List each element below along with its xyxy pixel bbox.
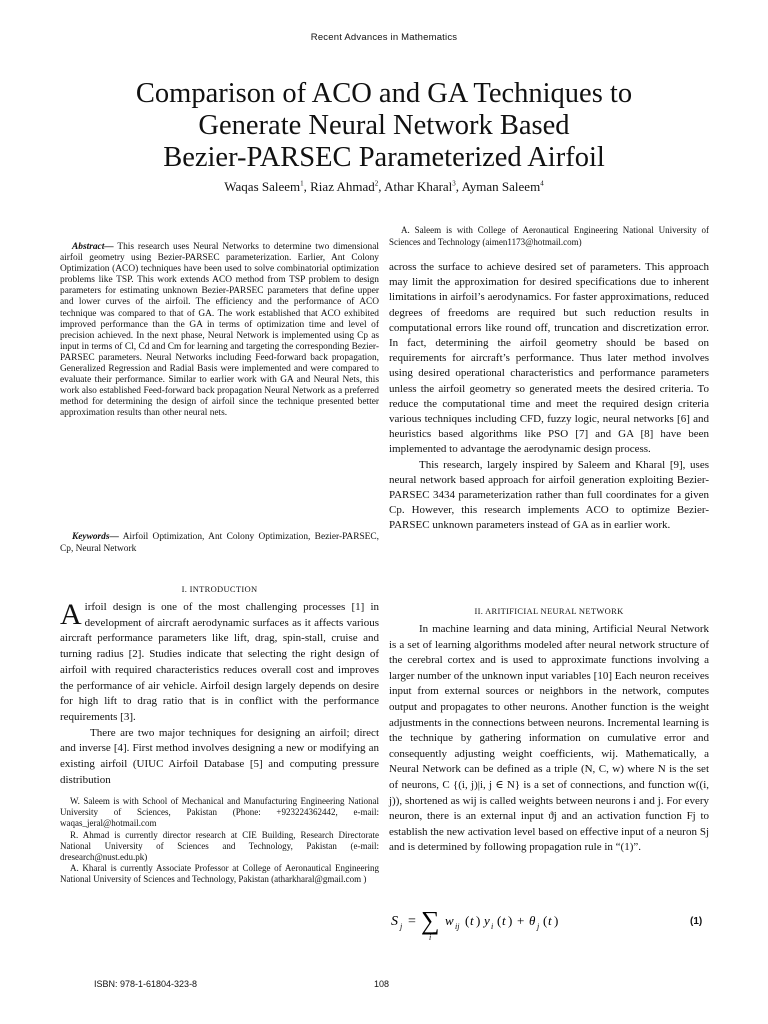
neural-network-body	[389, 622, 709, 856]
footnote: R. Ahmad is currently director research at CIE Building, Research Directorate National University of Sciences and Technology, Pakistan (e-mail: dresearch@nust.edu.pk)	[60, 829, 379, 863]
svg-text:t: t	[548, 913, 552, 928]
affiliation-mark: 4	[540, 179, 544, 188]
intro-paragraph-2: There are two major techniques for designing an airfoil; direct and inverse [4]. First method involves designing a new or modifying an existing airfoil (UIUC Airfoil Database [5] and computing pressure distribution	[60, 726, 379, 786]
svg-text:(: (	[497, 913, 502, 928]
svg-text:t: t	[470, 913, 474, 928]
section-heading-neural-network: II. ARITIFICIAL NEURAL NETWORK	[474, 606, 624, 616]
abstract-text: This research uses Neural Networks to determine two dimensional airfoil geometry using Bezier-PARSEC parameterization. Earlier, Ant Colony Optimization (ACO) techniques have been used to solve combinatorial optimization problems like TSP. This work extends ACO method from TSP problem to design parameters for estimating unknown Bezier-PARSEC parameters that define upper and lower curves of the airfoil. The efficiency and the performance of ACO technique was compared to that of GA. The work established that ACO exhibited improved performance than the GA in terms of optimization time and level of precision achieved. In the next phase, Neural Network is implemented using Cp as input in terms of Cl, Cd and Cm for learning and targeting the corresponding Bezier-PARSEC parameters. Neural Networks including Feed-forward back propagation, Generalized Regression and Radial Basis were implemented and were compared to evaluate their performance. Similar to earlier work with GA and Neural Nets, this work also established Feed-forward back propagation Neural Network as a preferred method for determining the design of airfoil since the technique presented better approximation results than other neural nets.	[60, 242, 379, 419]
paragraph: In machine learning and data mining, Artificial Neural Network is a set of learning algorithms modeled after neural network structure of the cerebral cortex and is used to approximate functions involving a larger number of the unknown input variables [10] Each neuron receives input from external sources or neighbors in the network, computes output and propagates to other neurons. Another function is the weight adjustments in the connections between neurons. Incremental learning is the technique by gathering information on cumulative error and consequently adjusting weight coefficients, wij. Mathematically, a Neural Network can be defined as a triple (N, C, w) where N is the set of neurons, C {(i, j)|i, j ∈ N} is a set of connections, and function w((i, j)), shortened as wij is called weights between neurons i and j. For every neuron, there is an external input ϑj and an activation function Fj to establish the new activation level based on effective input of a neuron Sj and is determined by following propagation rule in “(1)”.	[389, 623, 709, 854]
title-line-1: Comparison of ACO and GA Techniques to	[135, 78, 633, 109]
abstract-label: Abstract—	[72, 242, 114, 252]
drop-cap: A	[60, 598, 82, 631]
paragraph: across the surface to achieve desired set of parameters. This approach may limit the approximation for desired specifications due to inherent limitations in airfoil’s aerodynamics. For faster approximations, reduced degrees of freedoms are required but such reduction results in computational errors like round off, truncation and discretization error. In fact, determining the airfoil geometry should be based on requirements for aircraft’s performance. Thus later method involves using desired operational characteristics and performance parameters unless the airfoil geometry so generated meets the desired criteria. To reduce the computational time and meet the required design criteria various techniques including CFD, fuzzy logic, neural networks [6] and heuristics based algorithms like PSO [7] and GA [8] have been implemented to advantage the aerodynamic design process.	[389, 261, 709, 456]
equation-1	[389, 903, 709, 943]
keywords-label: Keywords—	[72, 532, 119, 542]
author-footnote-right	[389, 225, 709, 248]
author-name: Athar Kharal	[384, 179, 453, 194]
author-name: Ayman Saleem	[461, 179, 541, 194]
author-footnotes	[60, 796, 379, 886]
abstract	[60, 242, 379, 420]
paper-title	[60, 78, 708, 174]
footer-isbn: ISBN: 978-1-61804-323-8	[94, 979, 198, 989]
intro-paragraph-1: irfoil design is one of the most challenging processes [1] in development of aircraft aerodynamic surfaces as it affects various aircraft performance parameters like lift, drag, spin-stall, cruise and turning radius [2]. Studies indicate that selecting the right design of airfoil with required characteristics reduces overall cost and improves the performance of air vehicle. Airfoil design largely depends on desire for high lift to drag ratio that is in conflict with the performance requirements [3].	[60, 601, 379, 723]
svg-text:): )	[508, 913, 513, 928]
svg-text:w: w	[445, 913, 454, 928]
affiliation-mark: 1	[300, 179, 304, 188]
keywords-text: Airfoil Optimization, Ant Colony Optimization, Bezier-PARSEC, Cp, Neural Network	[60, 532, 379, 554]
svg-text:i: i	[491, 922, 494, 931]
footnote: A. Saleem is with College of Aeronautical Engineering National University of Sciences and Technology (aimen1173@hotmail.com)	[389, 225, 709, 247]
equation-number: (1)	[690, 916, 703, 927]
svg-text:(: (	[465, 913, 470, 928]
propagation-rule-formula	[389, 903, 589, 943]
footnote: W. Saleem is with School of Mechanical and Manufacturing Engineering National University of Sciences, Pakistan (Phone: +923224362442, e-mail: waqas_jeral@hotmail.com	[60, 796, 379, 829]
svg-text:j: j	[537, 922, 540, 931]
svg-text:∑: ∑	[421, 906, 440, 935]
section-heading-introduction: I. INTRODUCTION	[181, 584, 258, 594]
running-header: Recent Advances in Mathematics	[310, 32, 458, 43]
svg-text:y: y	[484, 913, 490, 928]
svg-text:(: (	[543, 913, 548, 928]
title-line-3: Bezier-PARSEC Parameterized Airfoil	[163, 142, 605, 173]
introduction-body	[60, 600, 379, 788]
right-column-body	[389, 260, 709, 534]
footnote: A. Kharal is currently Associate Professor at College of Aeronautical Engineering National University of Sciences and Technology, Pakistan (atharkharal@gmail.com )	[60, 863, 379, 885]
svg-text:j: j	[400, 922, 403, 931]
affiliation-mark: 3	[452, 179, 456, 188]
title-line-2: Generate Neural Network Based	[198, 110, 570, 141]
svg-text:=: =	[408, 914, 416, 929]
svg-text:θ: θ	[529, 913, 536, 928]
affiliation-mark: 2	[374, 179, 379, 188]
author-name: Waqas Saleem	[224, 179, 301, 194]
author-list: Waqas Saleem$^1$, Riaz Ahmad$^2$, Athar Kharal$^3$, Ayman Saleem$^4$	[224, 179, 544, 194]
svg-text:): )	[476, 913, 481, 928]
svg-text:+: +	[517, 913, 525, 928]
paragraph: This research, largely inspired by Saleem and Kharal [9], uses neural network based approach for airfoil generation exploiting Bezier-PARSEC 3434 parameterization rather than full coordinates for a given Cp. However, this research implements ACO to optimize Bezier-PARSEC unknown parameters instead of GA as in earlier work.	[389, 458, 709, 532]
author-name: Riaz Ahmad	[310, 179, 375, 194]
svg-text:i: i	[429, 933, 432, 942]
svg-text:): )	[554, 913, 559, 928]
svg-text:S: S	[391, 914, 398, 929]
keywords	[60, 531, 379, 555]
svg-text:ij: ij	[455, 922, 460, 931]
page-number: 108	[374, 979, 390, 989]
svg-text:t: t	[502, 913, 506, 928]
